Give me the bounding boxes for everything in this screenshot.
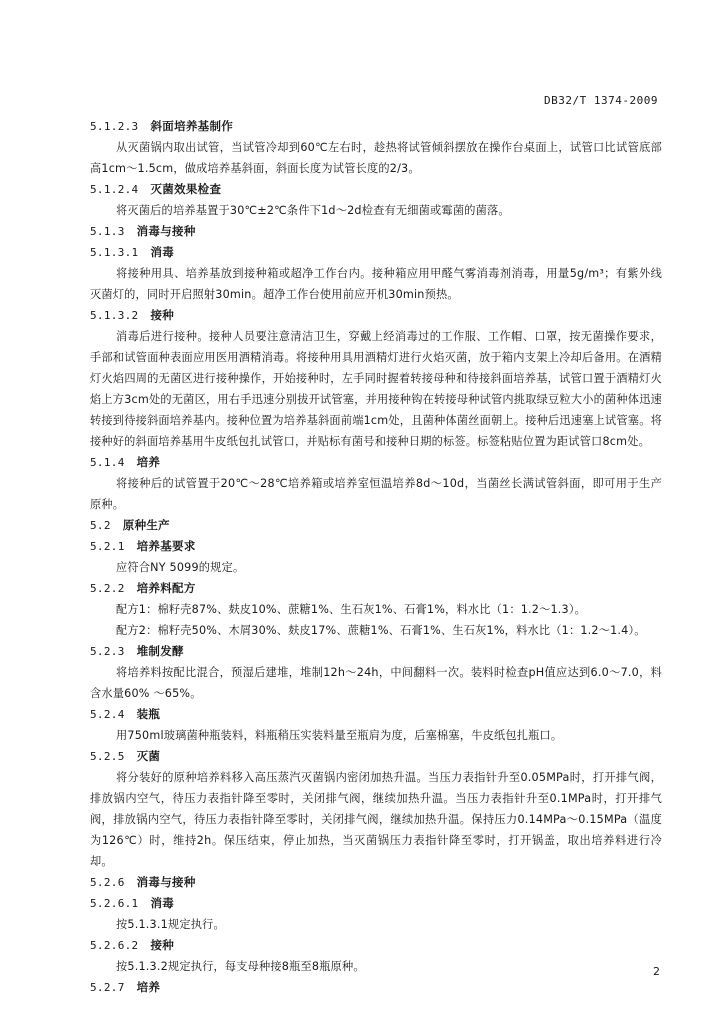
section-title: 培养基要求	[136, 539, 196, 553]
section-heading	[90, 116, 662, 137]
section-number: 5.1.2.4	[90, 183, 139, 196]
paragraph: 将接种用具、培养基放到接种箱或超净工作台内。接种箱应用甲醛气雾消毒剂消毒，用量5g/m³；有紫外线灭菌灯的，同时开启照射30min。超净工作台使用前应开机30min预热。	[90, 267, 662, 301]
paragraph: 按5.1.3.2规定执行，每支母种接8瓶至8瓶原种。	[116, 960, 365, 973]
section-heading	[90, 746, 662, 767]
section-number: 5.2.7	[90, 981, 125, 994]
paragraph: 将培养料按配比混合，预湿后建堆，堆制12h～24h，中间翻料一次。装料时检查pH值应达到6.0～7.0，料含水量60% ～65%。	[90, 666, 662, 700]
section-title: 斜面培养基制作	[150, 119, 234, 133]
section-number: 5.1.3.1	[90, 246, 139, 259]
page-number: 2	[653, 965, 660, 978]
section-heading	[90, 515, 662, 536]
section-title: 原种生产	[122, 518, 170, 532]
paragraph: 按5.1.3.1规定执行。	[116, 918, 225, 931]
section-heading	[90, 641, 662, 662]
section-heading	[90, 872, 662, 893]
section-heading	[90, 893, 662, 914]
section-title: 消毒	[150, 896, 175, 910]
section-heading	[90, 452, 662, 473]
section-number: 5.1.3.2	[90, 309, 139, 322]
section-number: 5.2.6	[90, 876, 125, 889]
section-heading	[90, 935, 662, 956]
section-title: 装瓶	[136, 707, 161, 721]
paragraph: 应符合NY 5099的规定。	[116, 561, 245, 574]
paragraph: 配方2：棉籽壳50%、木屑30%、麸皮17%、蔗糖1%、石膏1%、生石灰1%，料水比（1：1.2～1.4）。	[116, 624, 646, 637]
section-heading	[90, 578, 662, 599]
paragraph: 从灭菌锅内取出试管，当试管冷却到60℃左右时，趁热将试管倾斜摆放在操作台桌面上，试管口比试管底部高1cm～1.5cm，做成培养基斜面，斜面长度为试管长度的2/3。	[90, 141, 662, 175]
section-number: 5.2	[90, 519, 111, 532]
paragraph: 用750ml玻璃菌种瓶装料，料瓶稍压实装料量至瓶肩为度，后塞棉塞，牛皮纸包扎瓶口。	[116, 729, 563, 742]
section-title: 消毒与接种	[136, 875, 196, 889]
paragraph: 将灭菌后的培养基置于30℃±2℃条件下1d～2d检查有无细菌或霉菌的菌落。	[116, 204, 510, 217]
section-heading	[90, 977, 662, 998]
paragraph: 配方1：棉籽壳87%、麸皮10%、蔗糖1%、生石灰1%、石膏1%，料水比（1：1.2～1.3）。	[116, 603, 587, 616]
section-number: 5.2.6.1	[90, 897, 139, 910]
section-heading	[90, 179, 662, 200]
section-heading	[90, 536, 662, 557]
section-title: 接种	[150, 938, 175, 952]
section-number: 5.1.2.3	[90, 120, 139, 133]
paragraph: 将分装好的原种培养料移入高压蒸汽灭菌锅内密闭加热升温。当压力表指针升至0.05MPa时，打开排气阀，排放锅内空气，待压力表指针降至零时，关闭排气阀，继续加热升温。当压力表指针升至0.1MPa时，打开排气阀，排放锅内空气，待压力表指针降至零时，关闭排气阀，继续加热升温。保持压力0.14MPa～0.15MPa（温度为126℃）时，维持2h。保压结束，停止加热，当灭菌锅压力表指针降至零时，打开锅盖，取出培养料进行冷却。	[90, 771, 662, 868]
section-number: 5.1.4	[90, 456, 125, 469]
section-number: 5.2.2	[90, 582, 125, 595]
section-title: 灭菌	[136, 749, 161, 763]
section-number: 5.2.3	[90, 645, 125, 658]
section-title: 消毒与接种	[136, 224, 196, 238]
section-title: 培养料配方	[136, 581, 196, 595]
section-title: 培养	[136, 980, 161, 994]
section-heading	[90, 305, 662, 326]
section-title: 堆制发酵	[136, 644, 184, 658]
section-number: 5.2.1	[90, 540, 125, 553]
paragraph: 将接种后的试管置于20℃～28℃培养箱或培养室恒温培养8d～10d，当菌丝长满试管斜面，即可用于生产原种。	[90, 477, 662, 511]
section-title: 灭菌效果检查	[150, 182, 222, 196]
section-number: 5.1.3	[90, 225, 125, 238]
section-heading	[90, 221, 662, 242]
section-title: 接种	[150, 308, 175, 322]
section-title: 消毒	[150, 245, 175, 259]
section-number: 5.2.4	[90, 708, 125, 721]
document-code: DB32/T 1374-2009	[544, 94, 658, 107]
section-number: 5.2.5	[90, 750, 125, 763]
paragraph: 消毒后进行接种。接种人员要注意清洁卫生，穿戴上经消毒过的工作服、工作帽、口罩，按无菌操作要求，手部和试管面种表面应用医用酒精消毒。将接种用具用酒精灯进行火焰灭菌，放于箱内支架上冷却后备用。在酒精灯火焰四周的无菌区进行接种操作，开始接种时，左手同时握着转接母种和待接斜面培养基，试管口置于酒精灯火焰上方3cm处的无菌区，用右手迅速分别拔开试管塞，并用接种钩在转接母种试管内挑取绿豆粒大小的菌种体迅速转接到待接斜面培养基内。接种位置为培养基斜面前端1cm处，且菌种体菌丝面朝上。接种后迅速塞上试管塞。将接种好的斜面培养基用牛皮纸包扎试管口，并贴标有菌号和接种日期的标签。标签粘贴位置为距试管口8cm处。	[90, 330, 662, 448]
section-title: 培养	[136, 455, 161, 469]
section-heading	[90, 704, 662, 725]
section-heading	[90, 242, 662, 263]
section-number: 5.2.6.2	[90, 939, 139, 952]
document-body	[90, 116, 662, 998]
